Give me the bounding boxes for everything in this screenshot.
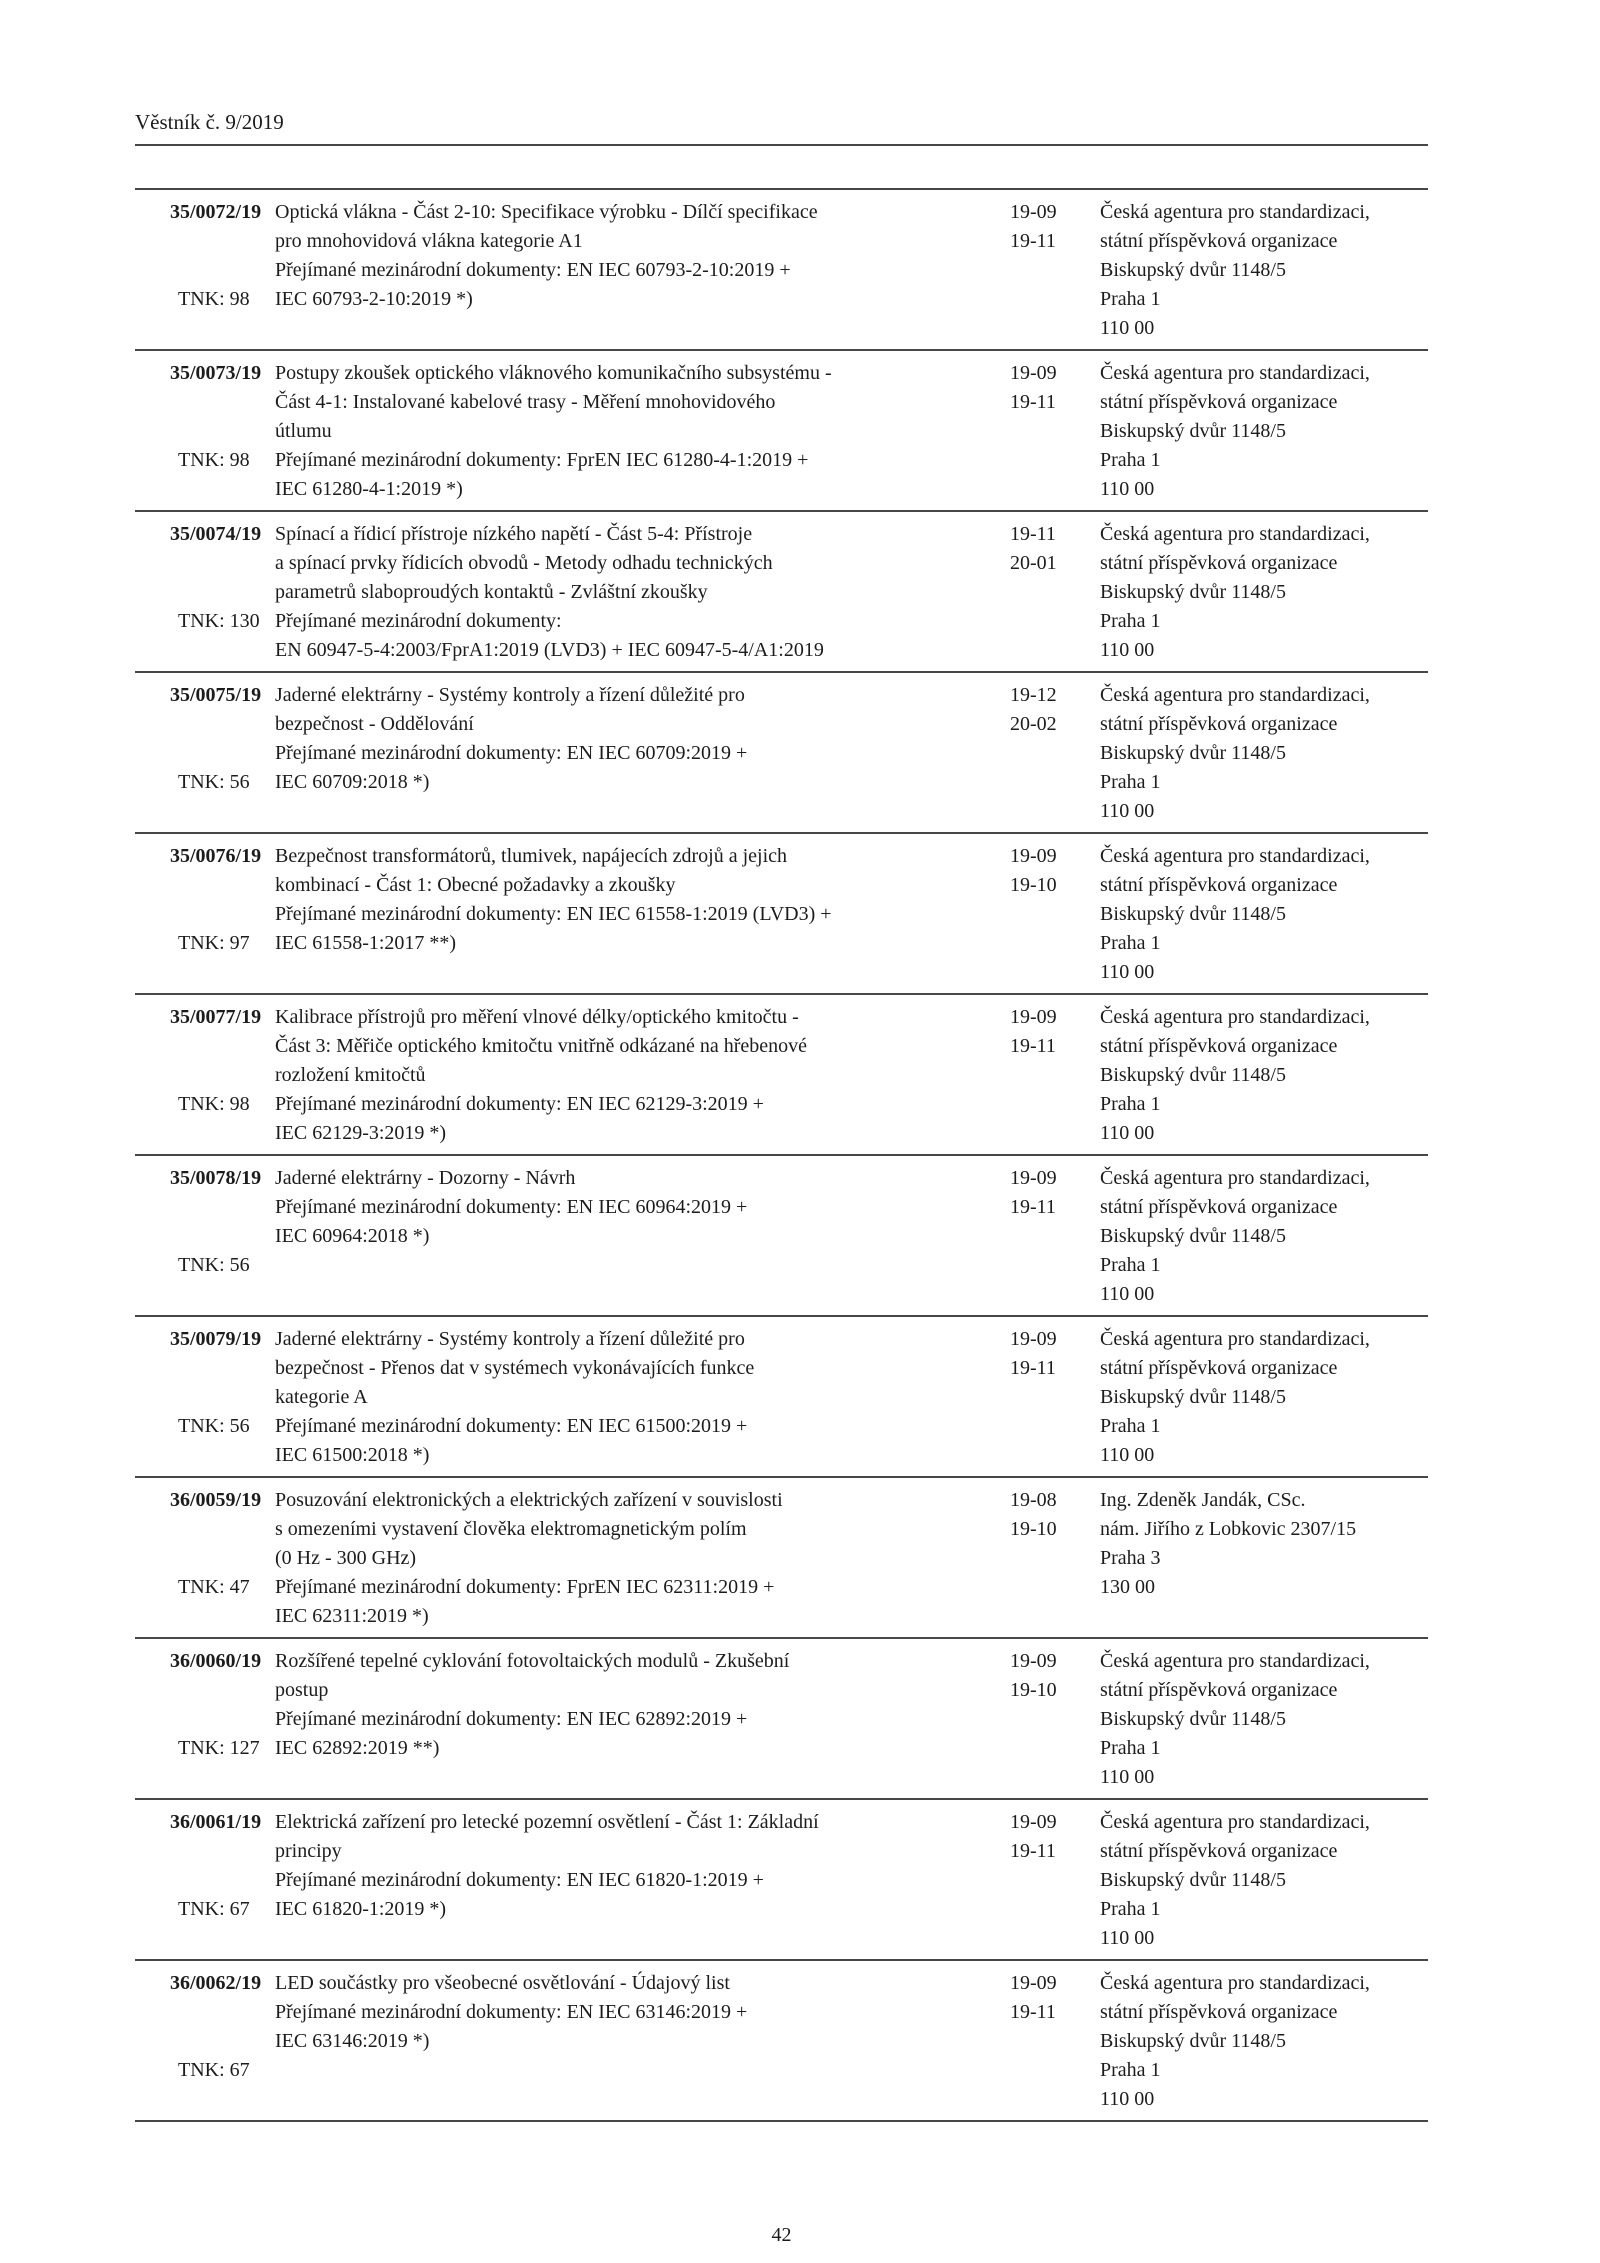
table-row <box>135 673 1428 834</box>
entry-contact-line: Česká agentura pro standardizaci, <box>1100 1167 1370 1189</box>
entry-date: 19-10 <box>1010 1679 1057 1701</box>
entry-date: 19-11 <box>1010 2001 1056 2023</box>
entry-id-column <box>135 520 275 665</box>
entry-contact-line: Praha 1 <box>1100 932 1161 954</box>
entry-description-line: útlumu <box>275 420 332 442</box>
entry-contact-line: Česká agentura pro standardizaci, <box>1100 362 1370 384</box>
entry-id: 36/0060/19 <box>170 1650 262 1672</box>
entry-contact-line: Česká agentura pro standardizaci, <box>1100 523 1370 545</box>
entry-tnk-label: TNK: 67 <box>178 1898 250 1920</box>
table-row <box>135 1478 1428 1639</box>
entry-contact-line: 110 00 <box>1100 1283 1155 1305</box>
entry-description <box>275 1003 1010 1148</box>
entry-id-column <box>135 1003 275 1148</box>
entry-contact-line: 110 00 <box>1100 478 1155 500</box>
entry-description-line: IEC 61820-1:2019 *) <box>275 1898 447 1920</box>
entry-contact-line: 110 00 <box>1100 1927 1155 1949</box>
document-page <box>135 0 1428 2247</box>
entry-description-line: bezpečnost - Přenos dat v systémech vykonávajících funkce <box>275 1357 755 1379</box>
entry-description <box>275 1969 1010 2114</box>
entry-description-line: Posuzování elektronických a elektrických zařízení v souvislosti <box>275 1489 783 1511</box>
entry-description-line: IEC 62129-3:2019 *) <box>275 1122 447 1144</box>
entry-contact-line: státní příspěvková organizace <box>1100 1035 1338 1057</box>
entry-id: 35/0074/19 <box>170 523 262 545</box>
entry-date: 20-02 <box>1010 713 1057 735</box>
entry-contact-line: 110 00 <box>1100 1122 1155 1144</box>
entry-id: 36/0062/19 <box>170 1972 262 1994</box>
entry-contact-line: Ing. Zdeněk Jandák, CSc. <box>1100 1489 1306 1511</box>
entry-contact <box>1100 681 1428 826</box>
entry-tnk-label: TNK: 56 <box>178 771 250 793</box>
entry-description <box>275 198 1010 343</box>
entry-description-line: Část 3: Měřiče optického kmitočtu vnitřně odkázané na hřebenové <box>275 1035 808 1057</box>
entry-contact-line: Biskupský dvůr 1148/5 <box>1100 1869 1286 1891</box>
table-row <box>135 512 1428 673</box>
entry-description-line: kategorie A <box>275 1386 368 1408</box>
entry-contact-line: Česká agentura pro standardizaci, <box>1100 201 1370 223</box>
entry-dates <box>1010 520 1100 665</box>
entry-description-line: IEC 60964:2018 *) <box>275 1225 430 1247</box>
entry-description-line: Elektrická zařízení pro letecké pozemní osvětlení - Část 1: Základní <box>275 1811 819 1833</box>
entry-id-column <box>135 1969 275 2114</box>
entry-dates <box>1010 1164 1100 1309</box>
entry-description-line: Kalibrace přístrojů pro měření vlnové délky/optického kmitočtu - <box>275 1006 799 1028</box>
entry-contact <box>1100 359 1428 504</box>
entry-contact-line: Praha 1 <box>1100 1898 1161 1920</box>
entry-contact-line: Biskupský dvůr 1148/5 <box>1100 742 1286 764</box>
entry-tnk-label: TNK: 98 <box>178 1093 250 1115</box>
entry-id-column <box>135 198 275 343</box>
entry-dates <box>1010 842 1100 987</box>
entry-date: 19-11 <box>1010 391 1056 413</box>
entry-tnk-label: TNK: 56 <box>178 1415 250 1437</box>
entry-dates <box>1010 1325 1100 1470</box>
entry-contact-line: Biskupský dvůr 1148/5 <box>1100 903 1286 925</box>
entry-date: 19-11 <box>1010 1357 1056 1379</box>
entry-description-line: Přejímané mezinárodní dokumenty: EN IEC 60709:2019 + <box>275 742 748 764</box>
entry-description-line: Přejímané mezinárodní dokumenty: <box>275 610 562 632</box>
entry-description-line: Jaderné elektrárny - Systémy kontroly a řízení důležité pro <box>275 1328 745 1350</box>
entry-date: 19-12 <box>1010 684 1057 706</box>
entry-description-line: Přejímané mezinárodní dokumenty: EN IEC 61820-1:2019 + <box>275 1869 764 1891</box>
entry-date: 19-09 <box>1010 1328 1057 1350</box>
entry-date: 19-09 <box>1010 1811 1057 1833</box>
entry-contact-line: 110 00 <box>1100 961 1155 983</box>
entry-tnk-label: TNK: 47 <box>178 1576 250 1598</box>
entry-contact-line: 130 00 <box>1100 1576 1155 1598</box>
entry-id-column <box>135 1164 275 1309</box>
entry-description-line: a spínací prvky řídicích obvodů - Metody odhadu technických <box>275 552 773 574</box>
entry-tnk-label: TNK: 97 <box>178 932 250 954</box>
entry-date: 19-10 <box>1010 1518 1057 1540</box>
entry-dates <box>1010 1647 1100 1792</box>
entry-description-line: Přejímané mezinárodní dokumenty: EN IEC 61500:2019 + <box>275 1415 748 1437</box>
entry-dates <box>1010 1969 1100 2114</box>
entry-contact-line: Biskupský dvůr 1148/5 <box>1100 259 1286 281</box>
entry-contact-line: Praha 1 <box>1100 288 1161 310</box>
entry-description <box>275 520 1010 665</box>
entry-description-line: Jaderné elektrárny - Dozorny - Návrh <box>275 1167 576 1189</box>
entry-id: 35/0076/19 <box>170 845 262 867</box>
entry-description-line: bezpečnost - Oddělování <box>275 713 474 735</box>
entry-contact <box>1100 520 1428 665</box>
entry-contact-line: Praha 1 <box>1100 1415 1161 1437</box>
table-row <box>135 995 1428 1156</box>
entry-description-line: principy <box>275 1840 342 1862</box>
entry-id: 35/0072/19 <box>170 201 262 223</box>
entry-id: 36/0059/19 <box>170 1489 262 1511</box>
entry-contact-line: 110 00 <box>1100 2088 1155 2110</box>
entry-date: 19-11 <box>1010 1196 1056 1218</box>
entry-dates <box>1010 681 1100 826</box>
entry-contact-line: státní příspěvková organizace <box>1100 1357 1338 1379</box>
entry-tnk-label: TNK: 98 <box>178 449 250 471</box>
entry-description-line: Bezpečnost transformátorů, tlumivek, napájecích zdrojů a jejich <box>275 845 788 867</box>
entry-description-line: Přejímané mezinárodní dokumenty: EN IEC 62129-3:2019 + <box>275 1093 764 1115</box>
entry-id-column <box>135 681 275 826</box>
entry-contact-line: Praha 1 <box>1100 2059 1161 2081</box>
entry-contact-line: Praha 1 <box>1100 1737 1161 1759</box>
entry-contact-line: Praha 1 <box>1100 449 1161 471</box>
entry-description-line: IEC 60709:2018 *) <box>275 771 430 793</box>
entry-tnk-label: TNK: 98 <box>178 288 250 310</box>
entry-contact-line: 110 00 <box>1100 800 1155 822</box>
entry-contact <box>1100 1969 1428 2114</box>
entry-contact-line: státní příspěvková organizace <box>1100 552 1338 574</box>
entry-contact-line: Praha 3 <box>1100 1547 1161 1569</box>
entry-contact-line: Biskupský dvůr 1148/5 <box>1100 581 1286 603</box>
table-row <box>135 190 1428 351</box>
entry-date: 19-09 <box>1010 845 1057 867</box>
entry-contact-line: Praha 1 <box>1100 771 1161 793</box>
entry-contact <box>1100 1647 1428 1792</box>
entry-contact-line: 110 00 <box>1100 639 1155 661</box>
entry-description <box>275 1808 1010 1953</box>
entry-date: 19-11 <box>1010 1035 1056 1057</box>
entry-contact <box>1100 1808 1428 1953</box>
entry-contact-line: nám. Jiřího z Lobkovic 2307/15 <box>1100 1518 1357 1540</box>
entry-description-line: LED součástky pro všeobecné osvětlování - Údajový list <box>275 1972 730 1994</box>
table-row <box>135 1800 1428 1961</box>
entry-contact-line: Česká agentura pro standardizaci, <box>1100 1328 1370 1350</box>
table-row <box>135 351 1428 512</box>
entry-tnk-label: TNK: 130 <box>178 610 260 632</box>
entry-date: 20-01 <box>1010 552 1057 574</box>
entry-date: 19-11 <box>1010 230 1056 252</box>
entry-description <box>275 359 1010 504</box>
entry-description <box>275 1325 1010 1470</box>
entry-contact-line: státní příspěvková organizace <box>1100 1196 1338 1218</box>
entry-dates <box>1010 359 1100 504</box>
entry-dates <box>1010 1003 1100 1148</box>
entry-contact-line: Česká agentura pro standardizaci, <box>1100 1650 1370 1672</box>
entry-description-line: Přejímané mezinárodní dokumenty: FprEN IEC 61280-4-1:2019 + <box>275 449 809 471</box>
entry-id: 35/0078/19 <box>170 1167 262 1189</box>
entry-contact-line: Česká agentura pro standardizaci, <box>1100 845 1370 867</box>
entry-date: 19-09 <box>1010 1972 1057 1994</box>
table-row <box>135 1156 1428 1317</box>
entry-id-column <box>135 842 275 987</box>
entry-contact-line: Praha 1 <box>1100 1254 1161 1276</box>
entry-description-line: IEC 61280-4-1:2019 *) <box>275 478 463 500</box>
entry-contact-line: státní příspěvková organizace <box>1100 1679 1338 1701</box>
entry-description-line: IEC 63146:2019 *) <box>275 2030 430 2052</box>
entry-id-column <box>135 359 275 504</box>
entry-contact-line: Česká agentura pro standardizaci, <box>1100 684 1370 706</box>
table-row <box>135 1961 1428 2122</box>
entry-tnk-label: TNK: 67 <box>178 2059 250 2081</box>
entry-id-column <box>135 1486 275 1631</box>
entry-description-line: Postupy zkoušek optického vláknového komunikačního subsystému - <box>275 362 832 384</box>
entry-contact-line: státní příspěvková organizace <box>1100 230 1338 252</box>
entry-contact-line: státní příspěvková organizace <box>1100 874 1338 896</box>
entry-id: 36/0061/19 <box>170 1811 262 1833</box>
entry-date: 19-11 <box>1010 523 1056 545</box>
entry-id-column <box>135 1808 275 1953</box>
entry-description-line: pro mnohovidová vlákna kategorie A1 <box>275 230 583 252</box>
entry-contact-line: státní příspěvková organizace <box>1100 1840 1338 1862</box>
entry-contact <box>1100 842 1428 987</box>
entry-description-line: Přejímané mezinárodní dokumenty: EN IEC 60793-2-10:2019 + <box>275 259 791 281</box>
table-row <box>135 1639 1428 1800</box>
entry-dates <box>1010 1808 1100 1953</box>
entry-description-line: IEC 62311:2019 *) <box>275 1605 429 1627</box>
entry-id: 35/0075/19 <box>170 684 262 706</box>
entry-contact-line: 110 00 <box>1100 1766 1155 1788</box>
entry-contact <box>1100 1325 1428 1470</box>
entry-contact-line: Česká agentura pro standardizaci, <box>1100 1006 1370 1028</box>
entry-description-line: IEC 62892:2019 **) <box>275 1737 440 1759</box>
entry-description-line: EN 60947-5-4:2003/FprA1:2019 (LVD3) + IEC 60947-5-4/A1:2019 <box>275 639 824 661</box>
entry-description-line: rozložení kmitočtů <box>275 1064 426 1086</box>
page-header <box>135 0 1428 146</box>
entry-id-column <box>135 1325 275 1470</box>
entry-description-line: IEC 60793-2-10:2019 *) <box>275 288 473 310</box>
entry-date: 19-10 <box>1010 874 1057 896</box>
entry-description <box>275 1647 1010 1792</box>
entry-description-line: Rozšířené tepelné cyklování fotovoltaických modulů - Zkušební <box>275 1650 790 1672</box>
entry-contact-line: státní příspěvková organizace <box>1100 391 1338 413</box>
entry-contact-line: Česká agentura pro standardizaci, <box>1100 1972 1370 1994</box>
entry-contact-line: Praha 1 <box>1100 610 1161 632</box>
entry-contact-line: Biskupský dvůr 1148/5 <box>1100 1064 1286 1086</box>
entry-id-column <box>135 1647 275 1792</box>
entry-description-line: parametrů slaboproudých kontaktů - Zvláštní zkoušky <box>275 581 708 603</box>
entry-description-line: Optická vlákna - Část 2-10: Specifikace výrobku - Dílčí specifikace <box>275 201 818 223</box>
entry-tnk-label: TNK: 127 <box>178 1737 260 1759</box>
entry-description-line: Přejímané mezinárodní dokumenty: FprEN IEC 62311:2019 + <box>275 1576 775 1598</box>
entry-tnk-label: TNK: 56 <box>178 1254 250 1276</box>
entry-date: 19-08 <box>1010 1489 1057 1511</box>
entry-date: 19-09 <box>1010 362 1057 384</box>
entry-description-line: Přejímané mezinárodní dokumenty: EN IEC 60964:2019 + <box>275 1196 748 1218</box>
page-footer <box>135 2224 1428 2247</box>
entry-date: 19-09 <box>1010 1650 1057 1672</box>
entry-date: 19-09 <box>1010 1006 1057 1028</box>
entry-description <box>275 842 1010 987</box>
entry-description-line: Část 4-1: Instalované kabelové trasy - Měření mnohovidového <box>275 391 776 413</box>
entry-description <box>275 1164 1010 1309</box>
entry-description-line: Spínací a řídicí přístroje nízkého napětí - Část 5-4: Přístroje <box>275 523 753 545</box>
table-row <box>135 834 1428 995</box>
entry-id: 35/0079/19 <box>170 1328 262 1350</box>
entry-description-line: Přejímané mezinárodní dokumenty: EN IEC 61558-1:2019 (LVD3) + <box>275 903 832 925</box>
entry-contact-line: státní příspěvková organizace <box>1100 713 1338 735</box>
entry-description-line: (0 Hz - 300 GHz) <box>275 1547 417 1569</box>
entry-contact <box>1100 1003 1428 1148</box>
page-title: Věstník č. 9/2019 <box>135 110 284 134</box>
entry-contact <box>1100 1164 1428 1309</box>
entry-description-line: Přejímané mezinárodní dokumenty: EN IEC 63146:2019 + <box>275 2001 748 2023</box>
entry-description <box>275 681 1010 826</box>
entry-dates <box>1010 1486 1100 1631</box>
table-row <box>135 1317 1428 1478</box>
entry-date: 19-11 <box>1010 1840 1056 1862</box>
entry-description-line: IEC 61558-1:2017 **) <box>275 932 457 954</box>
entry-contact-line: Biskupský dvůr 1148/5 <box>1100 1386 1286 1408</box>
entry-description-line: Jaderné elektrárny - Systémy kontroly a řízení důležité pro <box>275 684 745 706</box>
entry-description-line: IEC 61500:2018 *) <box>275 1444 430 1466</box>
entry-description-line: Přejímané mezinárodní dokumenty: EN IEC 62892:2019 + <box>275 1708 748 1730</box>
entry-id: 35/0077/19 <box>170 1006 262 1028</box>
entry-description-line: s omezeními vystavení člověka elektromagnetickým polím <box>275 1518 747 1540</box>
entry-contact <box>1100 1486 1428 1631</box>
page-number: 42 <box>771 2224 792 2246</box>
entry-contact-line: Biskupský dvůr 1148/5 <box>1100 2030 1286 2052</box>
entry-contact-line: státní příspěvková organizace <box>1100 2001 1338 2023</box>
standards-table <box>135 188 1428 2122</box>
entry-contact-line: Praha 1 <box>1100 1093 1161 1115</box>
entry-contact-line: Biskupský dvůr 1148/5 <box>1100 420 1286 442</box>
entry-date: 19-09 <box>1010 1167 1057 1189</box>
entry-contact-line: Biskupský dvůr 1148/5 <box>1100 1708 1286 1730</box>
entry-description <box>275 1486 1010 1631</box>
entry-contact-line: Česká agentura pro standardizaci, <box>1100 1811 1370 1833</box>
entry-date: 19-09 <box>1010 201 1057 223</box>
entry-contact-line: 110 00 <box>1100 1444 1155 1466</box>
entry-contact-line: 110 00 <box>1100 317 1155 339</box>
entry-contact <box>1100 198 1428 343</box>
entry-id: 35/0073/19 <box>170 362 262 384</box>
entry-description-line: postup <box>275 1679 329 1701</box>
entry-contact-line: Biskupský dvůr 1148/5 <box>1100 1225 1286 1247</box>
entry-description-line: kombinací - Část 1: Obecné požadavky a zkoušky <box>275 874 676 896</box>
entry-dates <box>1010 198 1100 343</box>
